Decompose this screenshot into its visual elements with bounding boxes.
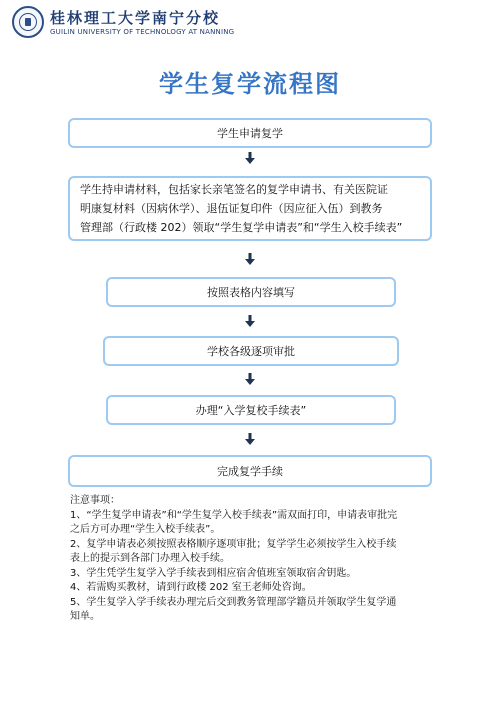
note-line: 5、学生复学入学手续表办理完后交到教务管理部学籍员并领取学生复学通 [70, 596, 397, 608]
step-fill-form [106, 277, 396, 307]
note-line: 之后方可办理“学生入校手续表”。 [70, 524, 221, 535]
step-label: 按照表格内容填写 [207, 286, 295, 299]
note-line: 2、复学申请表必须按照表格顺序逐项审批；复学学生必须按学生入校手续 [70, 538, 397, 550]
step-complete [68, 455, 432, 487]
step-enrollment-form [106, 395, 396, 425]
step-label: 学校各级逐项审批 [207, 345, 295, 358]
arrow-down-icon [244, 315, 256, 327]
arrow-down-icon [244, 373, 256, 385]
university-seal-icon [12, 6, 44, 38]
step-line: 明康复材料（因病休学）、退伍证复印件（因应征入伍）到教务 [80, 202, 383, 215]
step-line: 管理部（行政楼 202）领取“学生复学申请表”和“学生入校手续表” [80, 221, 403, 234]
notes-heading: 注意事项： [70, 495, 120, 506]
step-label: 完成复学手续 [217, 465, 283, 478]
university-name-cn: 桂林理工大学南宁分校 [50, 9, 221, 27]
arrow-down-icon [244, 152, 256, 164]
university-header [12, 6, 312, 40]
note-line: 3、学生凭学生复学入学手续表到相应宿舍值班室领取宿舍钥匙。 [70, 567, 357, 579]
step-approval [103, 336, 399, 366]
step-collect-materials [68, 176, 432, 241]
step-label: 学生申请复学 [217, 127, 283, 140]
note-line: 4、若需购买教材，请到行政楼 202 室王老师处咨询。 [70, 582, 312, 593]
arrow-down-icon [244, 253, 256, 265]
note-line: 1、“学生复学申请表”和“学生复学入校手续表”需双面打印，申请表审批完 [70, 509, 398, 521]
step-label: 办理“入学复校手续表” [195, 404, 307, 417]
arrow-down-icon [244, 433, 256, 445]
step-line: 学生持申请材料，包括家长亲笔签名的复学申请书、有关医院证 [80, 183, 388, 196]
page-title: 学生复学流程图 [159, 70, 341, 98]
university-name-en: GUILIN UNIVERSITY OF TECHNOLOGY AT NANNING [50, 28, 235, 36]
notes-section [70, 494, 465, 625]
note-line: 知单。 [70, 611, 100, 622]
note-line: 表上的提示到各部门办理入校手续。 [70, 553, 230, 564]
step-apply [68, 118, 432, 148]
